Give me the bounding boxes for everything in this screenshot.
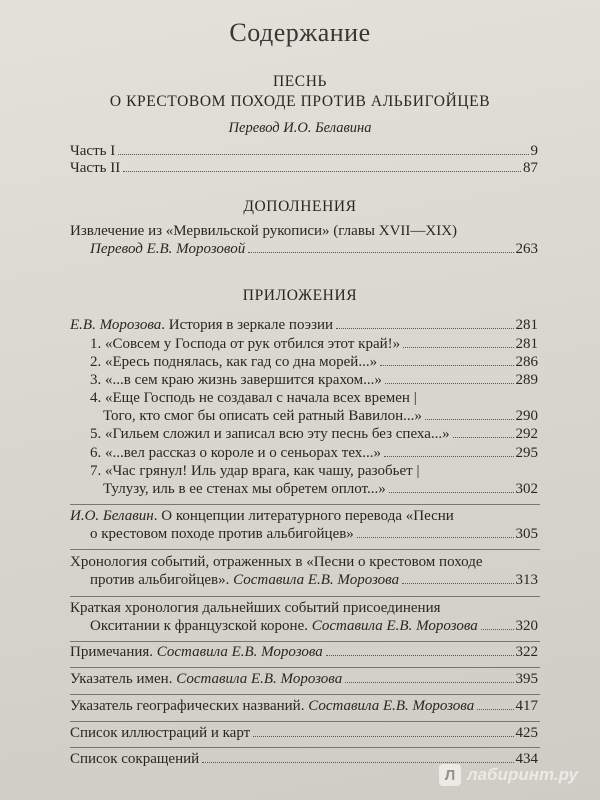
toc-page: 9 — [530, 143, 538, 159]
dot-leader — [425, 419, 514, 420]
dot-leader — [123, 171, 521, 172]
toc-label: 6. «...вел рассказ о короле и о сеньорах тех...» — [90, 445, 382, 461]
toc-label — [70, 698, 474, 715]
toc-page: 290 — [515, 408, 538, 424]
divider — [70, 596, 540, 597]
toc-label: Список иллюстраций и карт — [70, 725, 251, 741]
toc-item-5[interactable] — [70, 671, 538, 688]
dot-leader — [403, 347, 513, 348]
toc-page: 425 — [515, 725, 538, 741]
toc-page: 263 — [515, 241, 538, 257]
essay-title: . История в зеркале поэзии — [161, 317, 334, 333]
chapter-7-line-1: 7. «Час грянул! Иль удар врага, как чашу, разобьет | — [90, 463, 420, 479]
toc-chapter-5[interactable] — [90, 426, 538, 443]
item-compiler: Составила Е.В. Морозова — [176, 671, 343, 687]
toc-chapter-2[interactable] — [90, 354, 538, 371]
toc-essay[interactable] — [70, 317, 538, 334]
watermark-text: лабиринт.ру — [467, 765, 578, 784]
item-title: Указатель географических названий. — [70, 698, 309, 714]
toc-label: Того, кто смог бы описать сей ратный Вавилон...» — [103, 408, 422, 424]
divider — [70, 641, 540, 642]
dot-leader — [402, 583, 513, 584]
toc-label — [90, 618, 478, 635]
toc-page: 322 — [515, 644, 538, 660]
toc-label: Часть I — [70, 143, 116, 159]
watermark — [439, 764, 578, 786]
dot-leader — [384, 456, 513, 457]
divider — [70, 694, 540, 695]
supplements-heading: ДОПОЛНЕНИЯ — [243, 198, 357, 215]
toc-item-6[interactable] — [70, 698, 538, 715]
dot-leader — [118, 154, 528, 155]
toc-label — [70, 671, 342, 688]
divider — [70, 667, 540, 668]
item-2-line-1: Хронология событий, отраженных в «Песни о крестовом походе — [70, 554, 483, 570]
page-title: Содержание — [229, 18, 371, 47]
dot-leader — [357, 537, 514, 538]
toc-page: 417 — [515, 698, 538, 714]
song-heading-2: О КРЕСТОВОМ ПОХОДЕ ПРОТИВ АЛЬБИГОЙЦЕВ — [109, 93, 491, 110]
dot-leader — [389, 492, 514, 493]
toc-label: Перевод Е.В. Морозовой — [90, 241, 246, 257]
song-heading-1: ПЕСНЬ — [272, 73, 328, 90]
dot-leader — [380, 365, 513, 366]
toc-label: Часть II — [70, 160, 121, 176]
toc-label: 3. «...в сем краю жизнь завершится крахом...» — [90, 372, 382, 388]
dot-leader — [345, 682, 513, 683]
toc-supplement[interactable] — [90, 241, 538, 258]
toc-label: о крестовом походе против альбигойцев» — [90, 526, 354, 542]
toc-label: Тулузу, иль в ее стенах мы обретем оплот...» — [103, 481, 386, 497]
toc-page: 289 — [515, 372, 538, 388]
item-compiler: Составила Е.В. Морозова — [156, 644, 323, 660]
toc-item-4[interactable] — [70, 644, 538, 661]
toc-page: 302 — [515, 481, 538, 497]
toc-chapter-6[interactable] — [90, 445, 538, 462]
divider — [70, 504, 540, 505]
divider — [70, 747, 540, 748]
toc-label: 1. «Совсем у Господа от рук отбился этот край!» — [90, 336, 401, 352]
item-title: против альбигойцев». — [90, 572, 234, 588]
toc-page: 87 — [523, 160, 538, 176]
divider — [70, 721, 540, 722]
dot-leader — [385, 383, 514, 384]
dot-leader — [477, 709, 513, 710]
dot-leader — [481, 629, 514, 630]
toc-chapter-7[interactable] — [103, 481, 538, 498]
toc-chapter-1[interactable] — [90, 336, 538, 353]
divider — [70, 549, 540, 550]
dot-leader — [453, 437, 514, 438]
item-title: Примечания. — [70, 644, 157, 660]
toc-page: 292 — [515, 426, 538, 442]
appendices-heading: ПРИЛОЖЕНИЯ — [242, 287, 358, 304]
item-title: Указатель имен. — [70, 671, 177, 687]
item-compiler: Составила Е.В. Морозова — [311, 618, 478, 634]
item-3-line-1: Краткая хронология дальнейших событий присоединения — [70, 600, 441, 616]
dot-leader — [202, 762, 513, 763]
toc-part-2[interactable] — [70, 160, 538, 177]
item-author: И.О. Белавин — [70, 508, 154, 524]
toc-page: 305 — [515, 526, 538, 542]
item-title: Окситании к французской короне. — [90, 618, 312, 634]
toc-page: 286 — [515, 354, 538, 370]
item-title: . О концепции литературного перевода «Песни — [153, 508, 454, 524]
toc-item-3[interactable] — [90, 618, 538, 635]
toc-page: 295 — [515, 445, 538, 461]
item-1-line-1 — [70, 508, 454, 525]
item-compiler: Составила Е.В. Морозова — [233, 572, 400, 588]
toc-page: 320 — [515, 618, 538, 634]
song-translator: Перевод И.О. Белавина — [228, 120, 372, 136]
supplement-title: Извлечение из «Мервильской рукописи» (главы XVII—XIX) — [70, 223, 458, 239]
labirint-logo-icon: Л — [439, 764, 461, 786]
toc-label — [70, 644, 323, 661]
toc-chapter-3[interactable] — [90, 372, 538, 389]
toc-label — [70, 317, 333, 334]
toc-label: 5. «Гильем сложил и записал всю эту песнь без спеха...» — [90, 426, 450, 442]
toc-label — [90, 572, 399, 589]
toc-page: 281 — [515, 336, 538, 352]
chapter-4-line-1: 4. «Еще Господь не создавал с начала всех времен | — [90, 390, 417, 406]
dot-leader — [248, 252, 513, 253]
toc-page: 313 — [515, 572, 538, 588]
toc-page: 281 — [515, 317, 538, 333]
item-compiler: Составила Е.В. Морозова — [308, 698, 475, 714]
toc-label: Список сокращений — [70, 751, 200, 767]
toc-chapter-4[interactable] — [103, 408, 538, 425]
dot-leader — [336, 328, 513, 329]
toc-label: 2. «Ересь поднялась, как гад со дна морей...» — [90, 354, 378, 370]
toc-item-7[interactable] — [70, 725, 538, 742]
dot-leader — [326, 655, 514, 656]
toc-page: 395 — [515, 671, 538, 687]
essay-author: Е.В. Морозова — [70, 317, 162, 333]
toc-part-1[interactable] — [70, 143, 538, 160]
toc-item-1[interactable] — [90, 526, 538, 543]
toc-item-2[interactable] — [90, 572, 538, 589]
dot-leader — [253, 736, 513, 737]
toc-page: 434 — [515, 751, 538, 767]
